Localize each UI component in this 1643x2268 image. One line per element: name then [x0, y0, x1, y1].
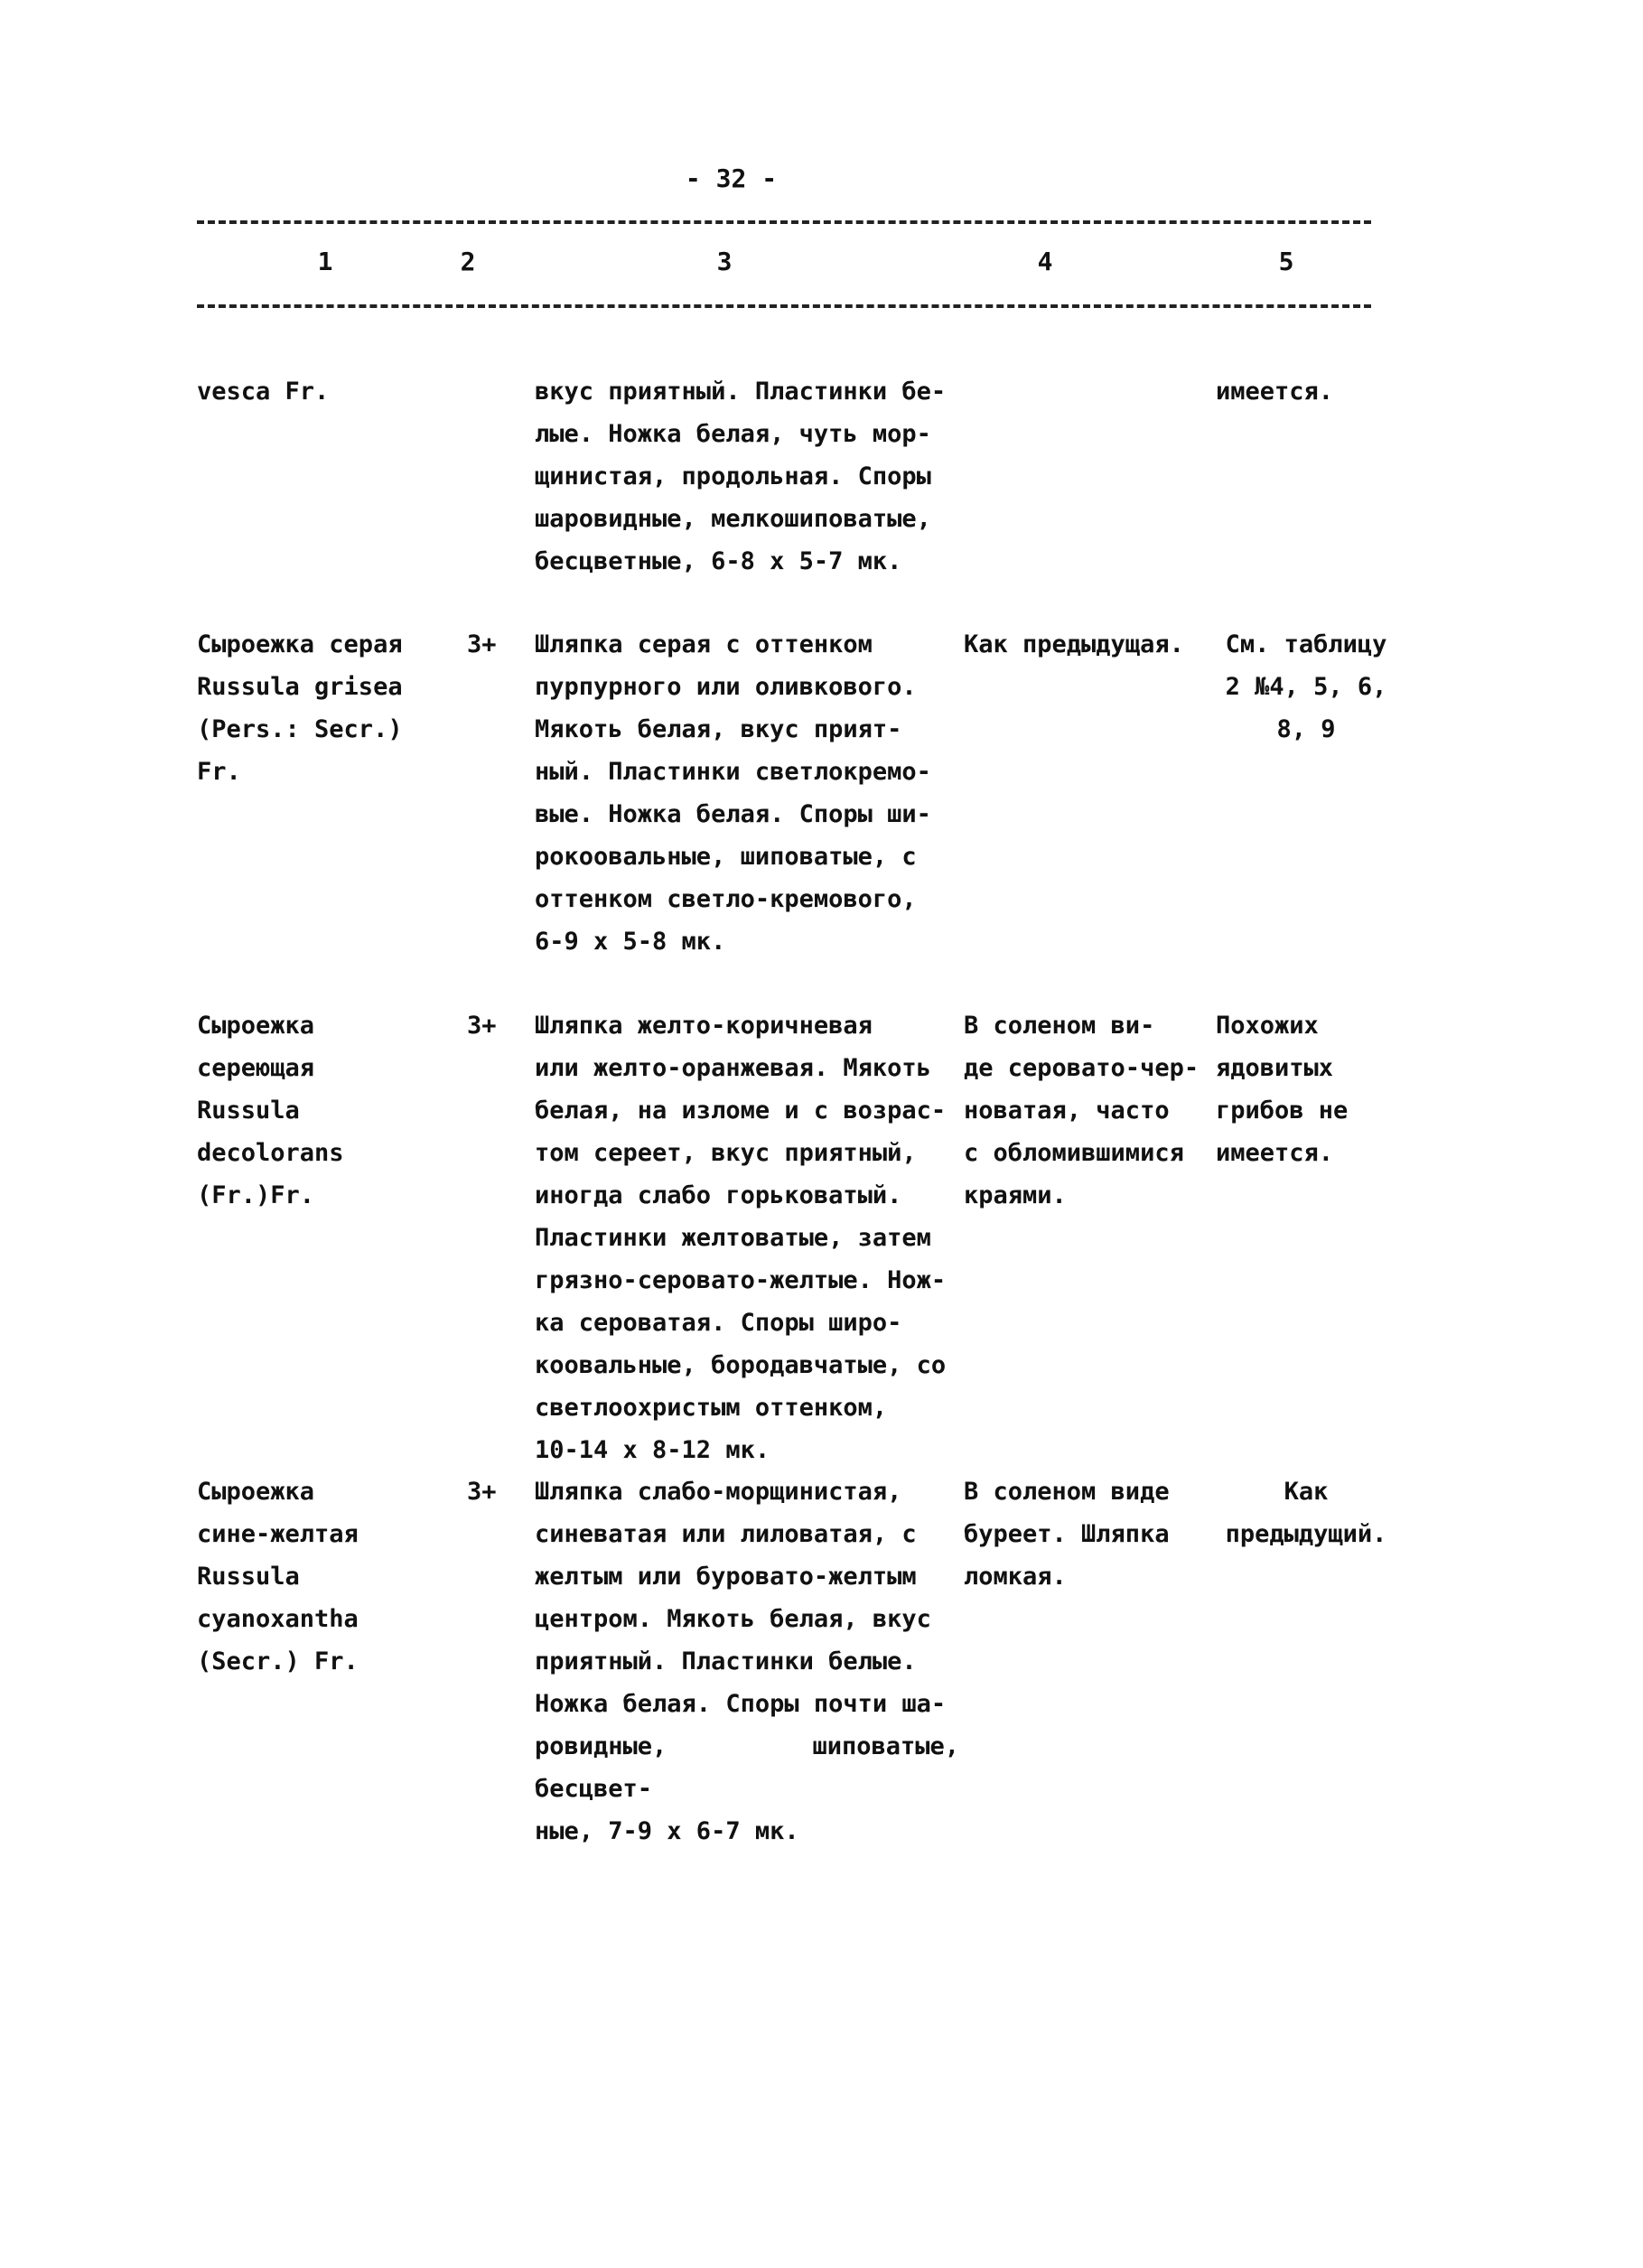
column-header-5: 5 [1278, 247, 1294, 276]
similar-species-note: Похожих ядовитых грибов не имеется. [1216, 1012, 1349, 1167]
page-number: - 32 - [685, 163, 778, 193]
species-name: Сыроежка сереющая Russula decolorans (Fr.)Fr. [197, 1012, 344, 1209]
description-text: Шляпка слабо-морщинистая, синеватая или лиловатая, с желтым или буровато-желтым центром. Мякоть белая, вкус приятный. Пластинки белые. Ножка белая. Споры почти ша- ровидные, шиповатые, бесцвет- ные, 7-9 х 6-7 мк. [535, 1478, 959, 1845]
description [535, 1470, 959, 1853]
species-name: Сыроежка серая Russula grisea (Pers.: Secr.) Fr. [197, 630, 403, 786]
salted-appearance: В соленом виде буреет. Шляпка ломкая. [964, 1478, 1170, 1591]
similar-species-note: См. таблицу 2 №4, 5, 6, 8, 9 [1225, 630, 1387, 743]
species-name: Сыроежка сине-желтая Russula cyanoxantha (Secr.) Fr. [197, 1478, 359, 1675]
table-header-rule [197, 304, 1371, 308]
description-text: Шляпка желто-коричневая или желто-оранжевая. Мякоть белая, на изломе и с возрас- том сереет, вкус приятный, иногда слабо горьковатый. Пластинки желтоватые, затем грязно-серовато-желтые. Нож- ка сероватая. Споры широ- коовальные, бородавчатые, со светлоохристым оттенком, 10-14 х 8-12 мк. [535, 1012, 947, 1464]
description [535, 623, 959, 963]
table-top-rule [197, 220, 1371, 224]
column-header-2: 2 [460, 247, 476, 276]
similar-species-note: Как предыдущий. [1225, 1478, 1387, 1548]
grade: 3+ [467, 1012, 497, 1040]
description [535, 370, 959, 583]
column-header-4: 4 [1037, 247, 1053, 276]
description [535, 1004, 959, 1471]
column-header-1: 1 [317, 247, 333, 276]
grade: 3+ [467, 1478, 497, 1506]
description-text: Шляпка серая с оттенком пурпурного или оливкового. Мякоть белая, вкус прият- ный. Пластинки светлокремо- вые. Ножка белая. Споры ши- рокоовальные, шиповатые, с оттенком светло-кремового, 6-9 х 5-8 мк. [535, 630, 931, 956]
salted-appearance: В соленом ви- де серовато-чер- новатая, часто с обломившимися краями. [964, 1012, 1200, 1209]
column-header-3: 3 [716, 247, 733, 276]
grade: 3+ [467, 630, 497, 658]
similar-species-note: имеется. [1216, 378, 1334, 406]
species-name: vesca Fr. [197, 378, 330, 406]
description-text: вкус приятный. Пластинки бе- лые. Ножка белая, чуть мор- щинистая, продольная. Споры шаровидные, мелкошиповатые, бесцветные, 6-8 х 5-7 мк. [535, 378, 947, 575]
salted-appearance: Как предыдущая. [964, 630, 1184, 658]
